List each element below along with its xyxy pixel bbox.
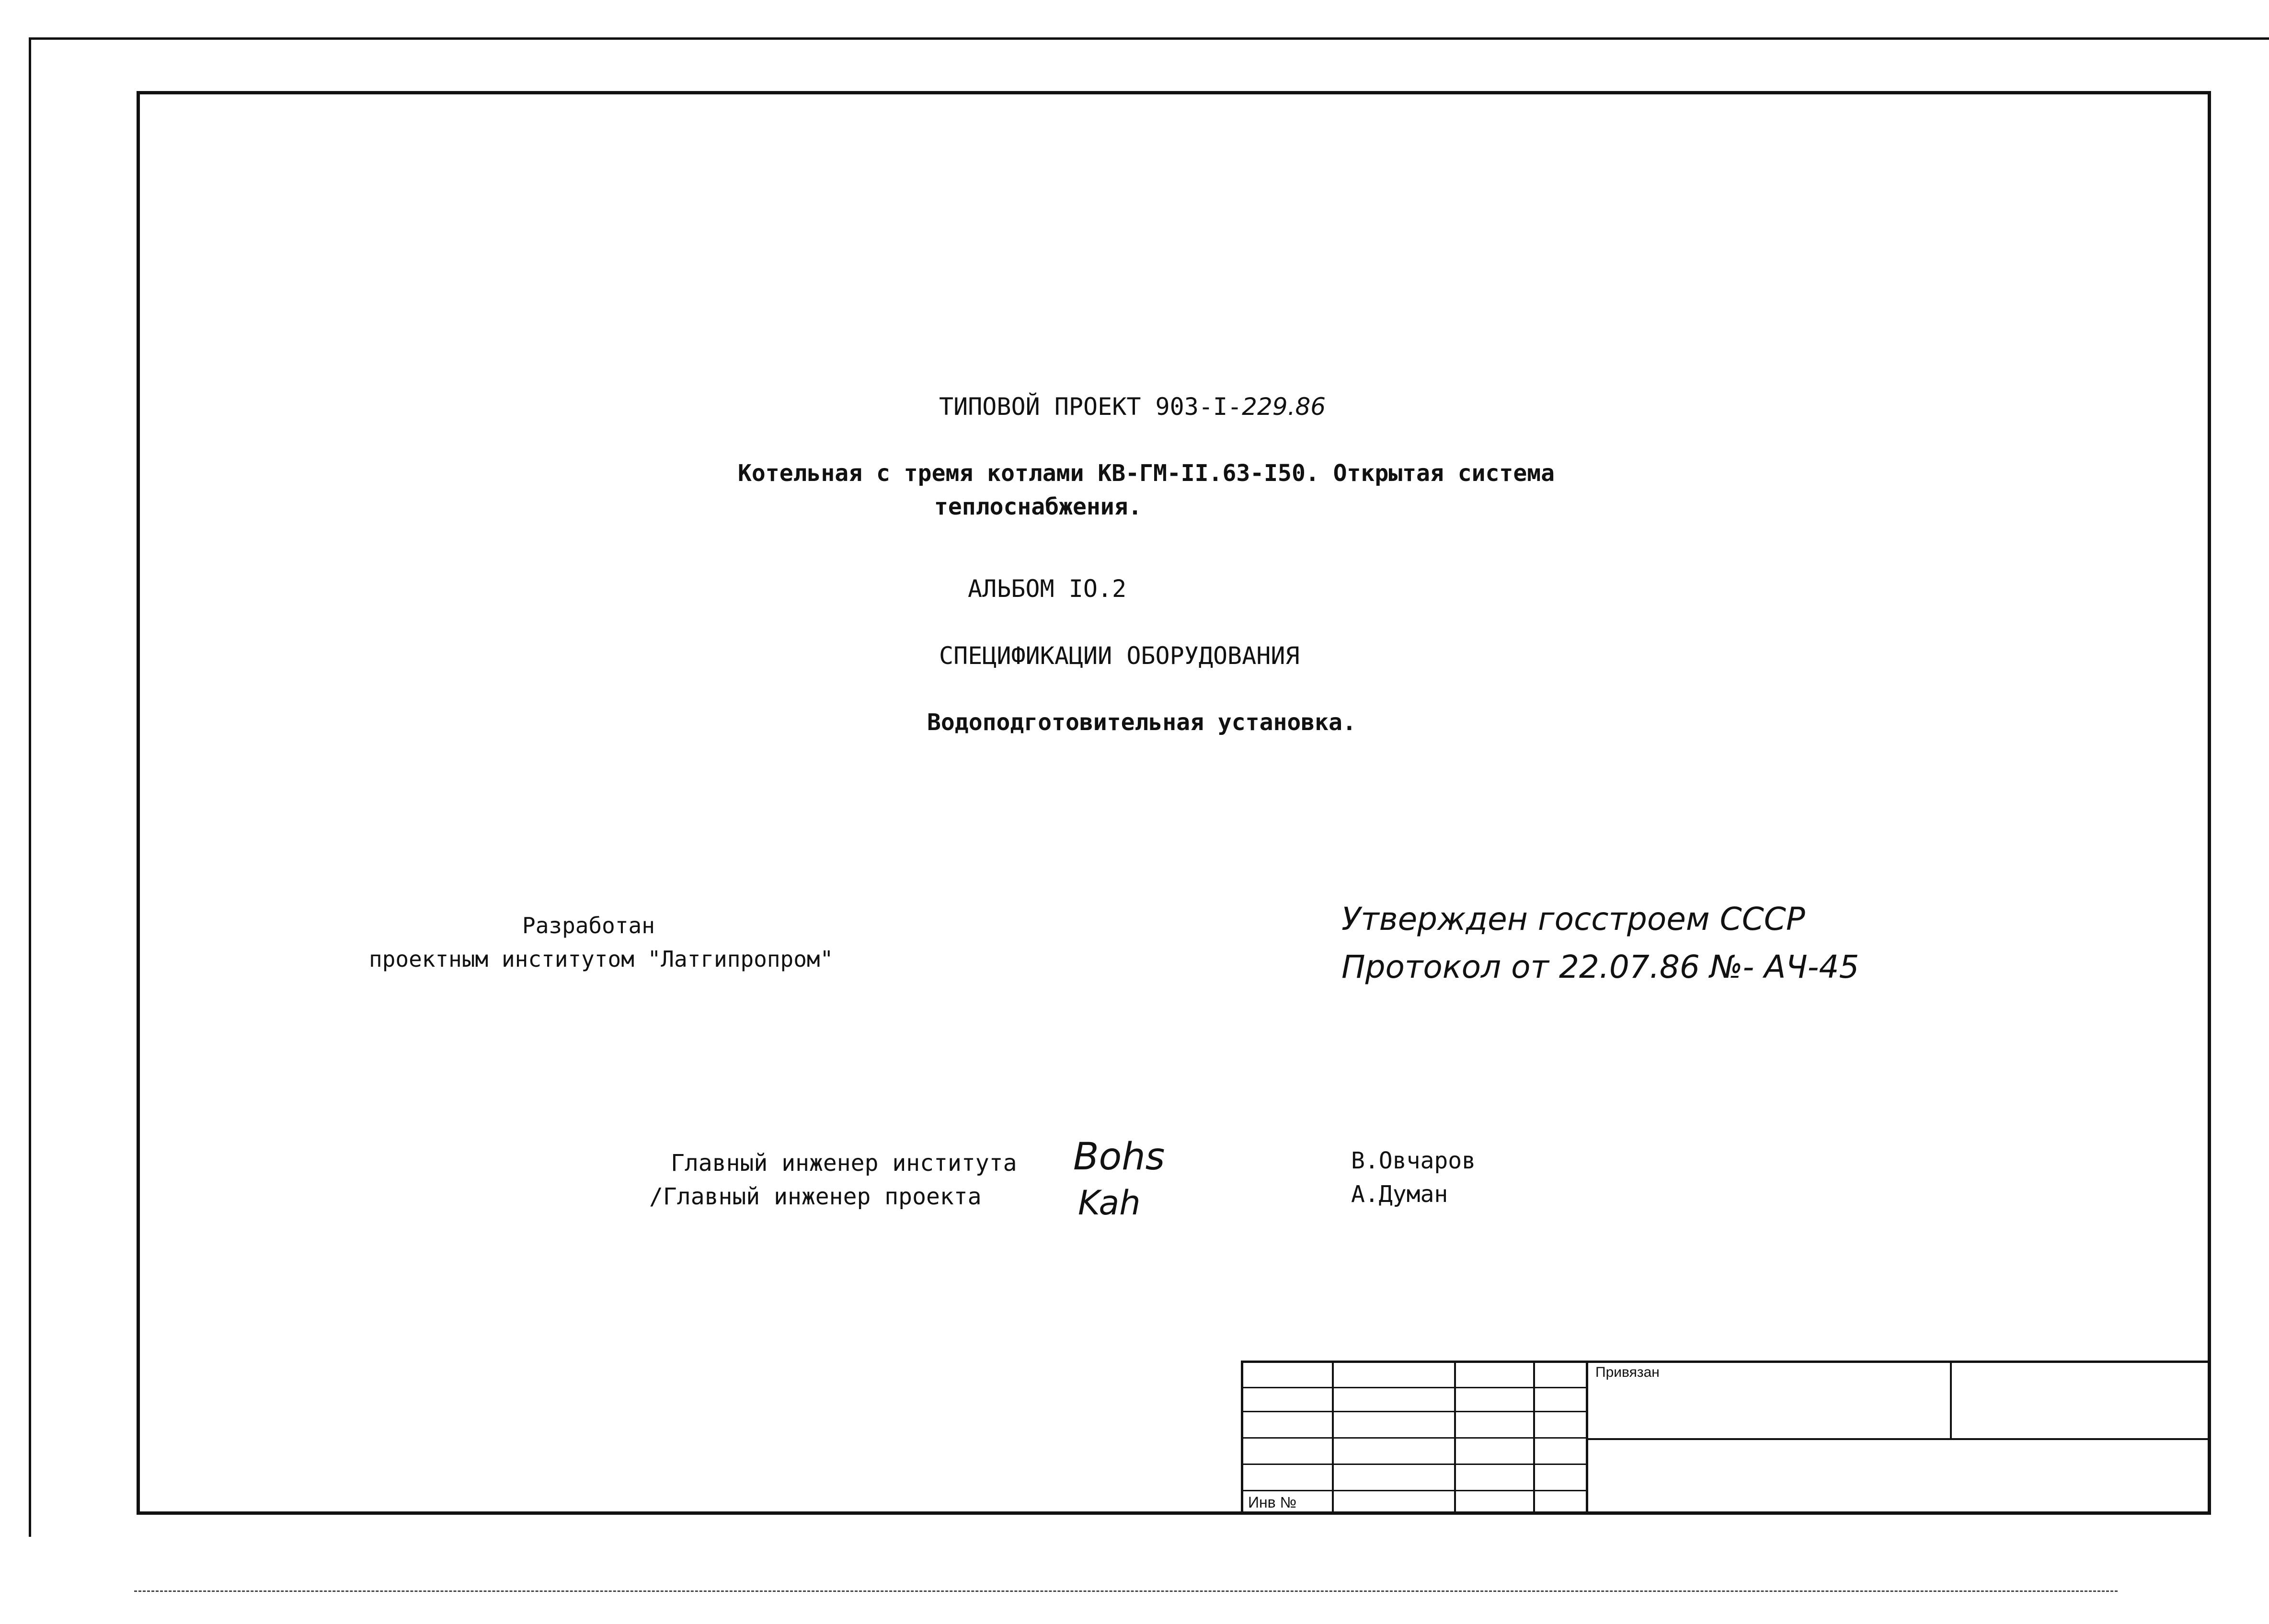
title-block-stamp xyxy=(1241,1361,2211,1515)
sheet-left-border xyxy=(29,37,31,1537)
project-title-number: 229.86 xyxy=(1242,393,1326,421)
approval-line1: Утвержден госстроем СССР xyxy=(1341,901,1805,938)
subsection-title: Водоподготовительная установка. xyxy=(927,709,1356,736)
developer-label: Разработан xyxy=(522,913,655,938)
project-name-line1: Котельная с тремя котлами КВ-ГМ-II.63-I50. Открытая система xyxy=(738,460,1555,487)
developer-institute: проектным институтом "Латгипропром" xyxy=(369,946,834,972)
stamp-inventory-number-label: Инв № xyxy=(1248,1494,1296,1511)
signature-2: Kah xyxy=(1078,1183,1141,1223)
section-title: СПЕЦИФИКАЦИИ ОБОРУДОВАНИЯ xyxy=(939,642,1300,670)
role-chief-engineer-project: /Главный инженер проекта xyxy=(649,1183,982,1210)
stamp-privyazan-label: Привязан xyxy=(1595,1364,1660,1380)
signer-name-2: А.Думан xyxy=(1351,1181,1448,1208)
approval-line2: Протокол от 22.07.86 №- АЧ-45 xyxy=(1341,949,1859,985)
album-number: АЛЬБОМ IO.2 xyxy=(968,575,1127,603)
signer-name-1: В.Овчаров xyxy=(1351,1147,1476,1174)
sheet-top-border xyxy=(29,37,2269,40)
drawing-frame xyxy=(137,91,2211,1515)
project-title-prefix: ТИПОВОЙ ПРОЕКТ 903-I- xyxy=(939,393,1242,421)
signature-1: Bohs xyxy=(1073,1135,1165,1178)
project-name-line2: теплоснабжения. xyxy=(934,493,1142,520)
bottom-cut-line xyxy=(134,1590,2118,1592)
project-title xyxy=(939,393,1326,421)
role-chief-engineer-institute: Главный инженер института xyxy=(671,1150,1017,1177)
